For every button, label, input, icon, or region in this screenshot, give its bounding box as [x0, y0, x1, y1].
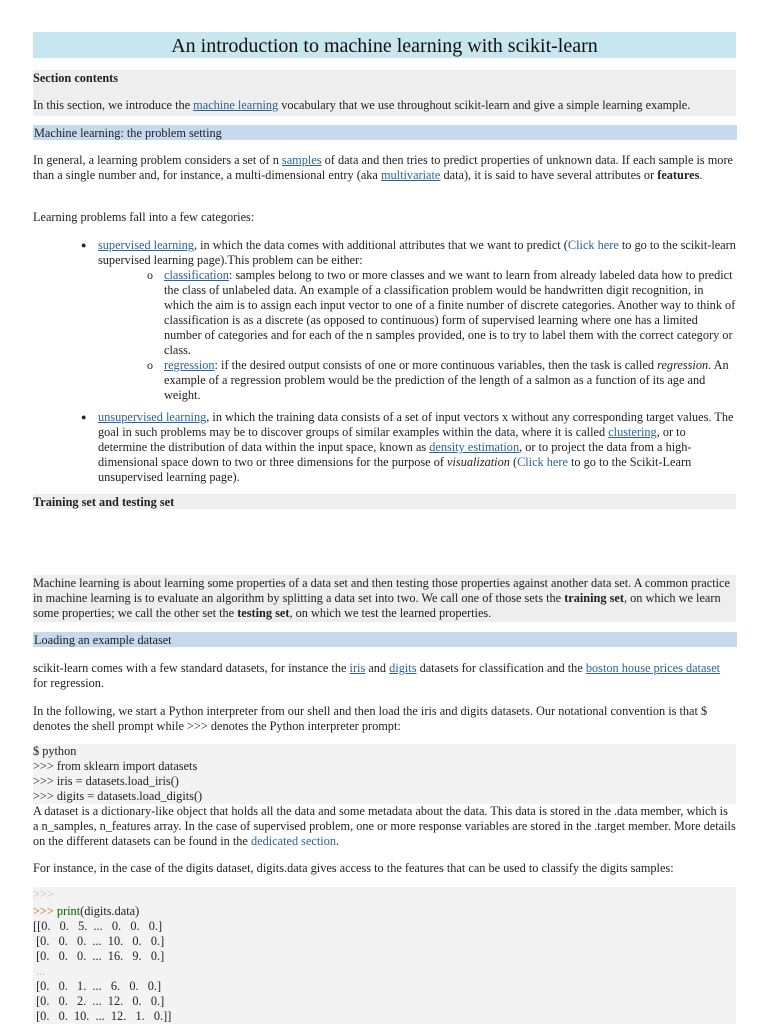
section-contents-box: [33, 70, 736, 116]
multivariate-link[interactable]: multivariate: [380, 168, 441, 182]
code-prompt-faint: >>>: [33, 887, 54, 901]
problem-setting-heading: Machine learning: the problem setting: [33, 125, 737, 140]
training-paragraph: Machine learning is about learning some properties of a data set and then testing those properties against another data set. A common practice in machine learning is to evaluate an algorithm by splitting a data set into two. We call one of those sets the training set, on which we learn some properties; we call the other set the testing set, on which we test the learned properties.: [33, 575, 736, 622]
categories-list: [33, 238, 736, 485]
dedicated-section-link[interactable]: dedicated section: [250, 834, 336, 848]
supervised-sublist: [98, 268, 736, 403]
loading-paragraph-2: In the following, we start a Python interpreter from our shell and then load the iris and digits datasets. Our notational convention is that $ denotes the shell prompt while >>> denotes the Python interpreter prompt:: [33, 704, 708, 733]
list-item-classification: o classification: samples belong to two or more classes and we want to learn from already labeled data how to predict the class of unlabeled data. An example of a classification problem would be handwritten digit recognition, in which the aim is to assign each input vector to one of a finite number of discrete categories. Another way to think of classification is as a discrete (as opposed to continuous) form of supervised learning where one has a limited number of categories and for each of the n samples provided, one is to try to label them with the correct category or class.: [98, 268, 736, 358]
click-here-supervised-link[interactable]: Click here: [567, 238, 619, 252]
machine-learning-link[interactable]: machine learning: [193, 98, 279, 112]
code-output-line: ...: [33, 964, 46, 978]
code-output-line: [0. 0. 2. ... 12. 0. 0.]: [33, 994, 165, 1008]
code-output-line: [0. 0. 1. ... 6. 0. 0.]: [33, 979, 162, 993]
code-line: $ python: [33, 744, 77, 758]
section-contents-text: In this section, we introduce the machine learning vocabulary that we use throughout scikit-learn and give a simple learning example.: [33, 98, 691, 112]
supervised-learning-link[interactable]: supervised learning: [98, 238, 194, 252]
code-output-line: [0. 0. 0. ... 10. 0. 0.]: [33, 934, 165, 948]
problem-setting-paragraph: In general, a learning problem considers a set of n samples of data and then tries to predict properties of unknown data. If each sample is more than a single number and, for instance, a multi-dimensional entry (aka multivariate data), it is said to have several attributes or features.: [33, 153, 734, 182]
loading-paragraph-3: A dataset is a dictionary-like object that holds all the data and some metadata about the data. This data is stored in the .data member, which is a n_samples, n_features array. In the case of supervised problem, one or more response variables are stored in the .target member. More details on the different datasets can be found in the dedicated section.: [33, 804, 736, 848]
code-line: >>> from sklearn import datasets: [33, 759, 198, 773]
list-item-unsupervised: ● unsupervised learning, in which the training data consists of a set of input vectors x without any corresponding target values. The goal in such problems may be to discover groups of similar examples within the data, where it is called clustering, or to determine the distribution of data within the input space, known as density estimation, or to project the data from a high-dimensional space down to two or three dimensions for the purpose of visualization (Click here to go to the Scikit-Learn unsupervised learning page).: [33, 410, 736, 485]
code-line: >>> digits = datasets.load_digits(): [33, 789, 203, 803]
regression-link[interactable]: regression: [164, 358, 215, 372]
unsupervised-learning-link[interactable]: unsupervised learning: [98, 410, 207, 424]
code-line: >>> print(digits.data): [33, 904, 140, 918]
digits-link[interactable]: digits: [389, 661, 417, 675]
categories-intro: Learning problems fall into a few categories:: [33, 210, 255, 224]
code-output-line: [0. 0. 0. ... 16. 9. 0.]: [33, 949, 165, 963]
code-block-print: [33, 887, 736, 1024]
click-here-unsupervised-link[interactable]: Click here: [517, 455, 568, 469]
code-line: >>> iris = datasets.load_iris(): [33, 774, 179, 788]
samples-link[interactable]: samples: [281, 153, 322, 167]
list-item-regression: o regression: if the desired output consists of one or more continuous variables, then the task is called regression. An example of a regression problem would be the prediction of the length of a salmon as a function of its age and weight.: [98, 358, 736, 403]
classification-link[interactable]: classification: [164, 268, 229, 282]
loading-heading: Loading an example dataset: [33, 632, 737, 647]
code-output-line: [[0. 0. 5. ... 0. 0. 0.]: [33, 919, 163, 933]
list-item-supervised: ● supervised learning, in which the data comes with additional attributes that we want to predict (Click here to go to the scikit-learn supervised learning page).This problem can be either: o classification: samples belong to two or more classes and we want to learn from already labeled data how to predict the class of unlabeled data. An example of a classification problem would be handwritten digit recognition, in which the aim is to assign each input vector to one of a finite number of discrete categories. Another way to think of classification is as a discrete (as opposed to continuous) form of supervised learning where one has a limited number of categories and for each of the n samples provided, one is to try to label them with the correct category or class. o regression: if the desired output consists of one or more continuous variables, then the task is called regression. An example of a regression problem would be the prediction of the length of a salmon as a function of its age and weight.: [33, 238, 736, 403]
loading-paragraph-4: For instance, in the case of the digits dataset, digits.data gives access to the features that can be used to classify the digits samples:: [33, 861, 674, 875]
training-heading: Training set and testing set: [33, 494, 736, 509]
iris-link[interactable]: iris: [349, 661, 366, 675]
section-contents-heading: Section contents: [33, 71, 119, 85]
clustering-link[interactable]: clustering: [608, 425, 657, 439]
code-output-line: [0. 0. 10. ... 12. 1. 0.]]: [33, 1009, 172, 1023]
code-block-load: [33, 744, 736, 804]
boston-dataset-link[interactable]: boston house prices dataset: [585, 661, 721, 675]
density-estimation-link[interactable]: density estimation: [429, 440, 520, 454]
loading-paragraph-1: scikit-learn comes with a few standard datasets, for instance the iris and digits datasets for classification and the boston house prices dataset for regression.: [33, 661, 721, 690]
page-title: An introduction to machine learning with scikit-learn: [33, 32, 736, 58]
